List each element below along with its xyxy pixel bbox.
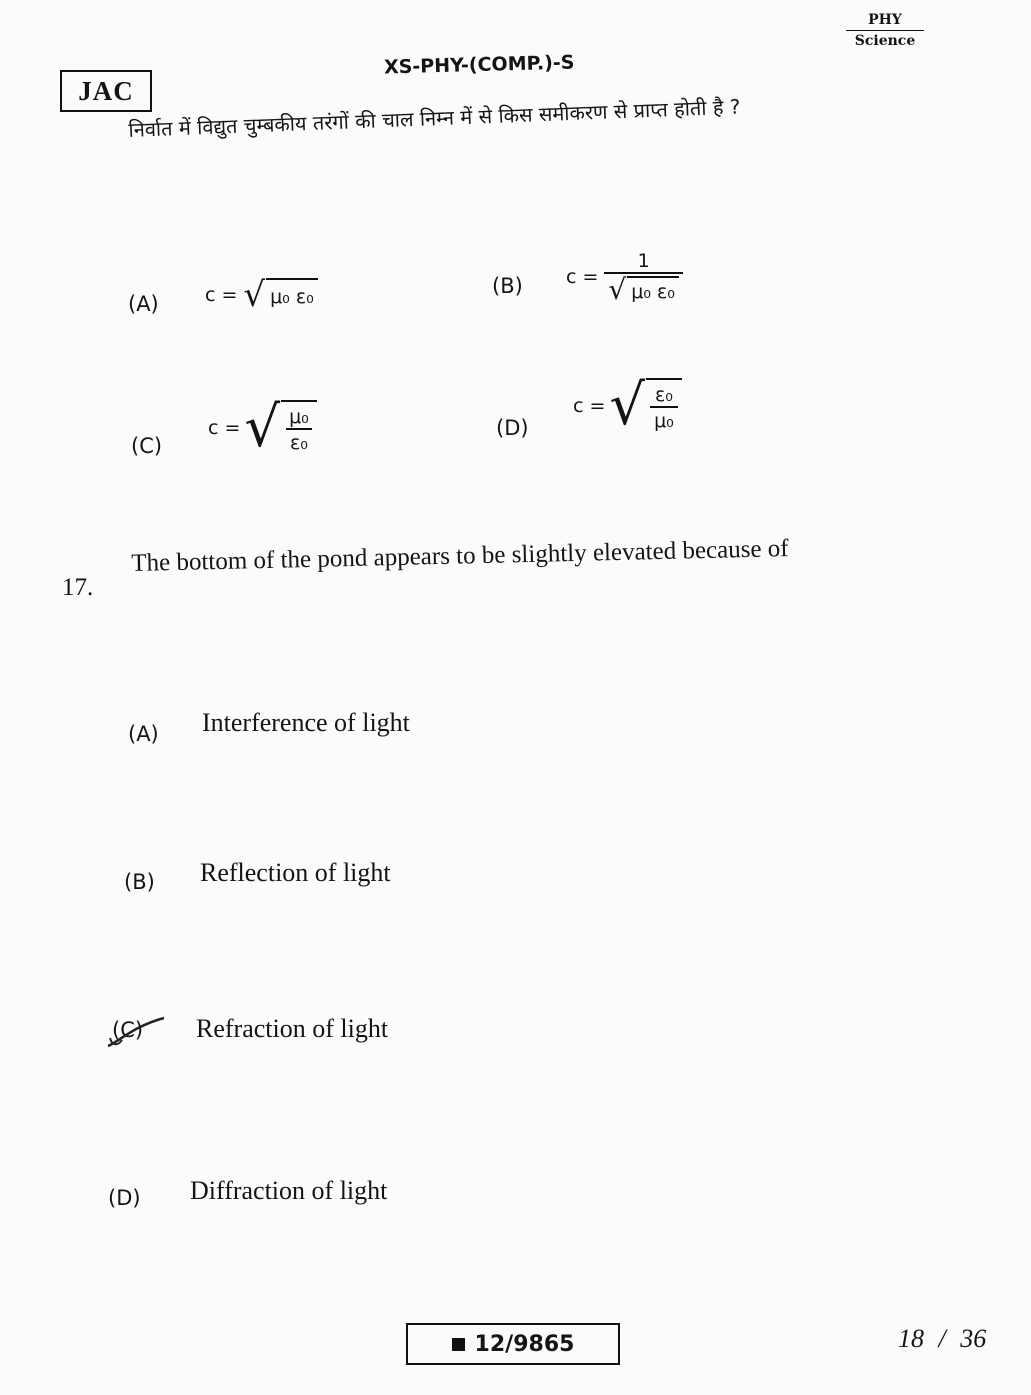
sqrt-body — [646, 378, 682, 434]
q17-option-c-label — [104, 1012, 170, 1052]
q16-option-d-label: (D) — [496, 416, 529, 440]
page-current: 18 — [898, 1324, 924, 1353]
q16-option-a-expr: μ₀ ε₀ — [266, 278, 318, 312]
q16-option-a-label: (A) — [128, 292, 159, 316]
paper-code: XS-PHY-(COMP.)-S — [383, 51, 575, 79]
page-total: 36 — [960, 1324, 987, 1353]
q17-option-b-label: (B) — [124, 870, 155, 894]
fraction — [285, 406, 313, 454]
page-number — [898, 1324, 986, 1354]
board-label: JAC — [60, 70, 152, 112]
q16-option-a-formula — [205, 275, 318, 315]
q16-option-b-lhs: c = — [566, 266, 599, 288]
booklet-code-box — [406, 1323, 620, 1365]
page-separator: / — [938, 1324, 946, 1353]
q16-option-d-formula — [573, 373, 682, 438]
q17-option-a-text: Interference of light — [202, 708, 410, 737]
square-bullet-icon — [452, 1338, 465, 1351]
sqrt-symbol: √ μ₀ ε₀ — [608, 276, 678, 304]
q17-option-a-label: (A) — [128, 722, 159, 746]
q17-text: The bottom of the pond appears to be slightly elevated because of — [131, 535, 789, 577]
q16-text: निर्वात में विद्युत चुम्बकीय तरंगों की चाल निम्न में से किस समीकरण से प्राप्त होती है ? — [128, 94, 741, 142]
q17-option-d-text: Diffraction of light — [190, 1176, 388, 1205]
q16-option-c-den: ε₀ — [286, 428, 312, 454]
fraction-denominator — [604, 272, 682, 304]
sqrt-symbol: √ $\frac{\text{ε₀}}{\text{μ₀}}$ — [609, 378, 681, 434]
q16-option-b-formula — [566, 250, 683, 304]
sqrt-symbol: √ μ₀ ε₀ — [243, 278, 317, 312]
fraction — [604, 250, 682, 304]
q16-option-c-formula — [208, 395, 317, 460]
q16-option-d-lhs: c = — [573, 395, 606, 417]
q16-option-c-label: (C) — [131, 434, 163, 458]
subject-bottom: Science — [854, 33, 916, 49]
q16-option-b-expr: μ₀ ε₀ — [627, 276, 679, 304]
sqrt-body — [281, 400, 317, 456]
q17-option-c-text: Refraction of light — [196, 1014, 389, 1043]
q17-option-d-label: (D) — [108, 1186, 141, 1210]
sqrt-symbol: √ $\frac{\text{μ₀}}{\text{ε₀}}$ — [244, 400, 316, 456]
q16-option-a-lhs: c = — [205, 284, 238, 306]
fraction — [650, 384, 678, 432]
subject-top: PHY — [868, 12, 902, 28]
subject-divider — [846, 30, 924, 31]
q17-option-b-text: Reflection of light — [200, 858, 391, 887]
booklet-code: 12/9865 — [474, 1331, 575, 1357]
q17-option-c-label-text: (C) — [112, 1018, 144, 1042]
q17-number: 17. — [62, 574, 94, 601]
q16-option-d-num: ε₀ — [655, 384, 673, 406]
q16-option-b-label: (B) — [492, 274, 523, 298]
q16-option-c-num: μ₀ — [289, 406, 309, 428]
q16-option-d-den: μ₀ — [650, 406, 678, 432]
q16-option-b-num: 1 — [637, 250, 650, 272]
handwritten-tick-mark — [104, 1012, 170, 1052]
subject-tag — [846, 12, 924, 49]
q16-option-c-lhs: c = — [208, 417, 241, 439]
